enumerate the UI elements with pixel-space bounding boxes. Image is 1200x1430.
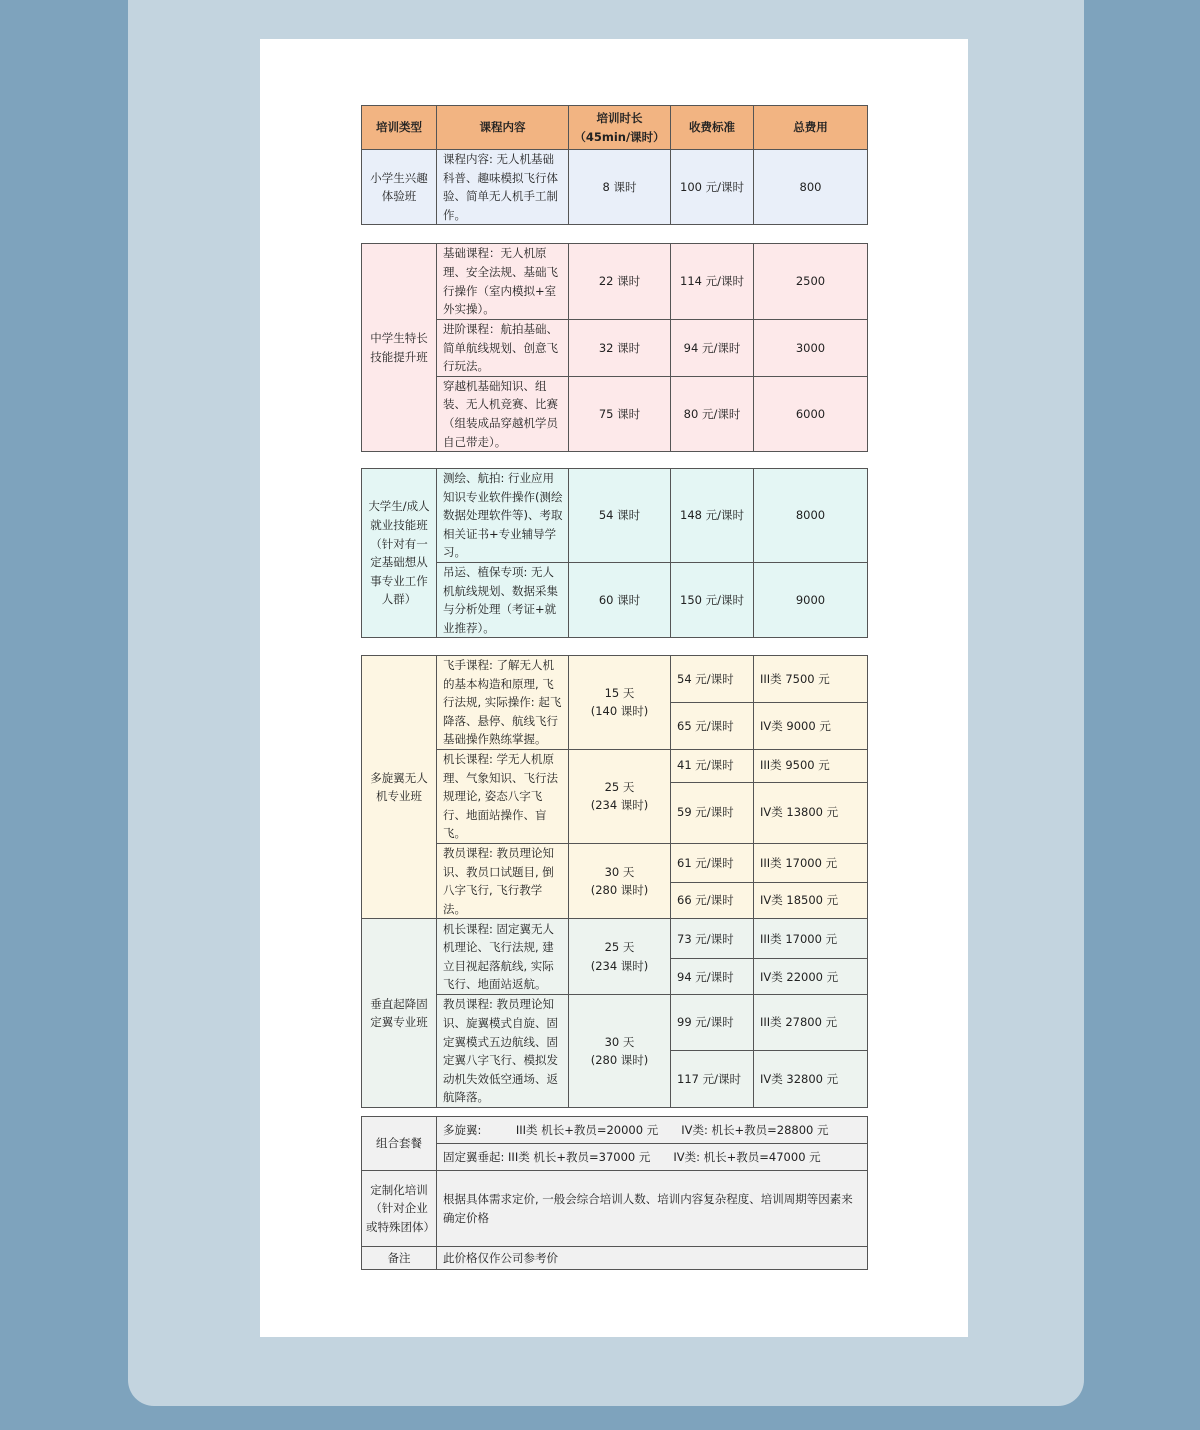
course-total: IV类 13800 元 bbox=[754, 782, 868, 843]
course-duration: 25 天 (234 课时) bbox=[569, 749, 671, 843]
table-adult bbox=[361, 468, 868, 638]
course-duration: 22 课时 bbox=[569, 244, 671, 320]
course-content: 教员课程: 教员理论知识、旋翼模式自旋、固定翼模式五边航线、固定翼八字飞行、模拟发动机失效低空通场、返航降落。 bbox=[437, 995, 569, 1108]
table-row bbox=[362, 244, 868, 320]
course-type: 大学生/成人就业技能班（针对有一定基础想从事专业工作人群） bbox=[362, 469, 437, 638]
header-row bbox=[362, 106, 868, 150]
header-total: 总费用 bbox=[754, 106, 868, 150]
table-row bbox=[362, 320, 868, 377]
course-fee: 41 元/课时 bbox=[671, 749, 754, 782]
course-content: 机长课程: 学无人机原理、气象知识、飞行法规理论, 姿态八字飞行、地面站操作、盲飞。 bbox=[437, 749, 569, 843]
course-total: 800 bbox=[754, 150, 868, 225]
course-fee: 59 元/课时 bbox=[671, 782, 754, 843]
combo-label: 组合套餐 bbox=[362, 1117, 437, 1171]
course-total: 6000 bbox=[754, 376, 868, 451]
course-content: 教员课程: 教员理论知识、教员口试题目, 倒八字飞行, 飞行教学法。 bbox=[437, 843, 569, 918]
course-fee: 99 元/课时 bbox=[671, 995, 754, 1051]
course-total: IV类 22000 元 bbox=[754, 959, 868, 995]
course-type: 中学生特长技能提升班 bbox=[362, 244, 437, 452]
course-duration: 60 课时 bbox=[569, 562, 671, 637]
course-total: IV类 18500 元 bbox=[754, 883, 868, 919]
course-duration: 25 天 (234 课时) bbox=[569, 919, 671, 995]
course-total: IV类 32800 元 bbox=[754, 1051, 868, 1108]
course-content: 吊运、植保专项: 无人机航线规划、数据采集与分析处理（考证+就业推荐）。 bbox=[437, 562, 569, 637]
course-total: 3000 bbox=[754, 320, 868, 377]
combo-multirotor: 多旋翼: III类 机长+教员=20000 元 IV类: 机长+教员=28800 元 bbox=[437, 1117, 868, 1144]
course-fee: 94 元/课时 bbox=[671, 959, 754, 995]
course-type: 垂直起降固定翼专业班 bbox=[362, 919, 437, 1108]
course-type: 多旋翼无人机专业班 bbox=[362, 656, 437, 919]
course-duration: 8 课时 bbox=[569, 150, 671, 225]
table-row bbox=[362, 562, 868, 637]
table-row bbox=[362, 469, 868, 563]
table-primary bbox=[361, 105, 868, 225]
course-fee: 54 元/课时 bbox=[671, 656, 754, 703]
course-content: 穿越机基础知识、组装、无人机竞赛、比赛（组装成品穿越机学员自己带走）。 bbox=[437, 376, 569, 451]
table-row bbox=[362, 656, 868, 703]
course-duration: 15 天 (140 课时) bbox=[569, 656, 671, 750]
course-duration: 54 课时 bbox=[569, 469, 671, 563]
course-duration: 75 课时 bbox=[569, 376, 671, 451]
course-fee: 80 元/课时 bbox=[671, 376, 754, 451]
custom-text: 根据具体需求定价, 一般会综合培训人数、培训内容复杂程度、培训周期等因素来确定价格 bbox=[437, 1171, 868, 1247]
course-total: III类 7500 元 bbox=[754, 656, 868, 703]
course-content: 测绘、航拍: 行业应用知识专业软件操作(测绘数据处理软件等)、考取相关证书+专业辅导学习。 bbox=[437, 469, 569, 563]
table-row bbox=[362, 1144, 868, 1171]
header-fee: 收费标准 bbox=[671, 106, 754, 150]
course-fee: 65 元/课时 bbox=[671, 703, 754, 749]
table-row bbox=[362, 919, 868, 959]
table-row bbox=[362, 376, 868, 451]
course-type: 小学生兴趣体验班 bbox=[362, 150, 437, 225]
course-content: 进阶课程：航拍基础、简单航线规划、创意飞行玩法。 bbox=[437, 320, 569, 377]
header-content: 课程内容 bbox=[437, 106, 569, 150]
course-fee: 117 元/课时 bbox=[671, 1051, 754, 1108]
course-total: 9000 bbox=[754, 562, 868, 637]
course-fee: 150 元/课时 bbox=[671, 562, 754, 637]
course-fee: 61 元/课时 bbox=[671, 843, 754, 882]
header-duration: 培训时长 （45min/课时） bbox=[569, 106, 671, 150]
course-fee: 73 元/课时 bbox=[671, 919, 754, 959]
course-fee: 94 元/课时 bbox=[671, 320, 754, 377]
table-row bbox=[362, 1171, 868, 1247]
combo-fixed-wing: 固定翼垂起: III类 机长+教员=37000 元 IV类: 机长+教员=47000 元 bbox=[437, 1144, 868, 1171]
note-text: 此价格仅作公司参考价 bbox=[437, 1247, 868, 1270]
note-label: 备注 bbox=[362, 1247, 437, 1270]
table-row bbox=[362, 1117, 868, 1144]
course-content: 课程内容: 无人机基础科普、趣味模拟飞行体验、简单无人机手工制作。 bbox=[437, 150, 569, 225]
course-content: 基础课程：无人机原理、安全法规、基础飞行操作（室内模拟+室外实操）。 bbox=[437, 244, 569, 320]
course-fee: 148 元/课时 bbox=[671, 469, 754, 563]
table-row bbox=[362, 1247, 868, 1270]
course-content: 飞手课程: 了解无人机的基本构造和原理, 飞行法规, 实际操作: 起飞降落、悬停、航线飞行基础操作熟练掌握。 bbox=[437, 656, 569, 750]
course-total: III类 27800 元 bbox=[754, 995, 868, 1051]
table-middle bbox=[361, 243, 868, 452]
header-type: 培训类型 bbox=[362, 106, 437, 150]
table-row bbox=[362, 843, 868, 882]
table-professional bbox=[361, 655, 868, 1108]
course-total: III类 9500 元 bbox=[754, 749, 868, 782]
course-total: 2500 bbox=[754, 244, 868, 320]
course-total: III类 17000 元 bbox=[754, 843, 868, 882]
course-total: 8000 bbox=[754, 469, 868, 563]
course-duration: 32 课时 bbox=[569, 320, 671, 377]
course-total: IV类 9000 元 bbox=[754, 703, 868, 749]
course-duration: 30 天 (280 课时) bbox=[569, 843, 671, 918]
course-fee: 114 元/课时 bbox=[671, 244, 754, 320]
table-row bbox=[362, 995, 868, 1051]
table-extras bbox=[361, 1116, 868, 1270]
course-fee: 100 元/课时 bbox=[671, 150, 754, 225]
course-content: 机长课程: 固定翼无人机理论、飞行法规, 建立目视起落航线, 实际飞行、地面站返航。 bbox=[437, 919, 569, 995]
custom-label: 定制化培训（针对企业或特殊团体） bbox=[362, 1171, 437, 1247]
course-fee: 66 元/课时 bbox=[671, 883, 754, 919]
table-row bbox=[362, 749, 868, 782]
course-total: III类 17000 元 bbox=[754, 919, 868, 959]
course-duration: 30 天 (280 课时) bbox=[569, 995, 671, 1108]
table-row bbox=[362, 150, 868, 225]
